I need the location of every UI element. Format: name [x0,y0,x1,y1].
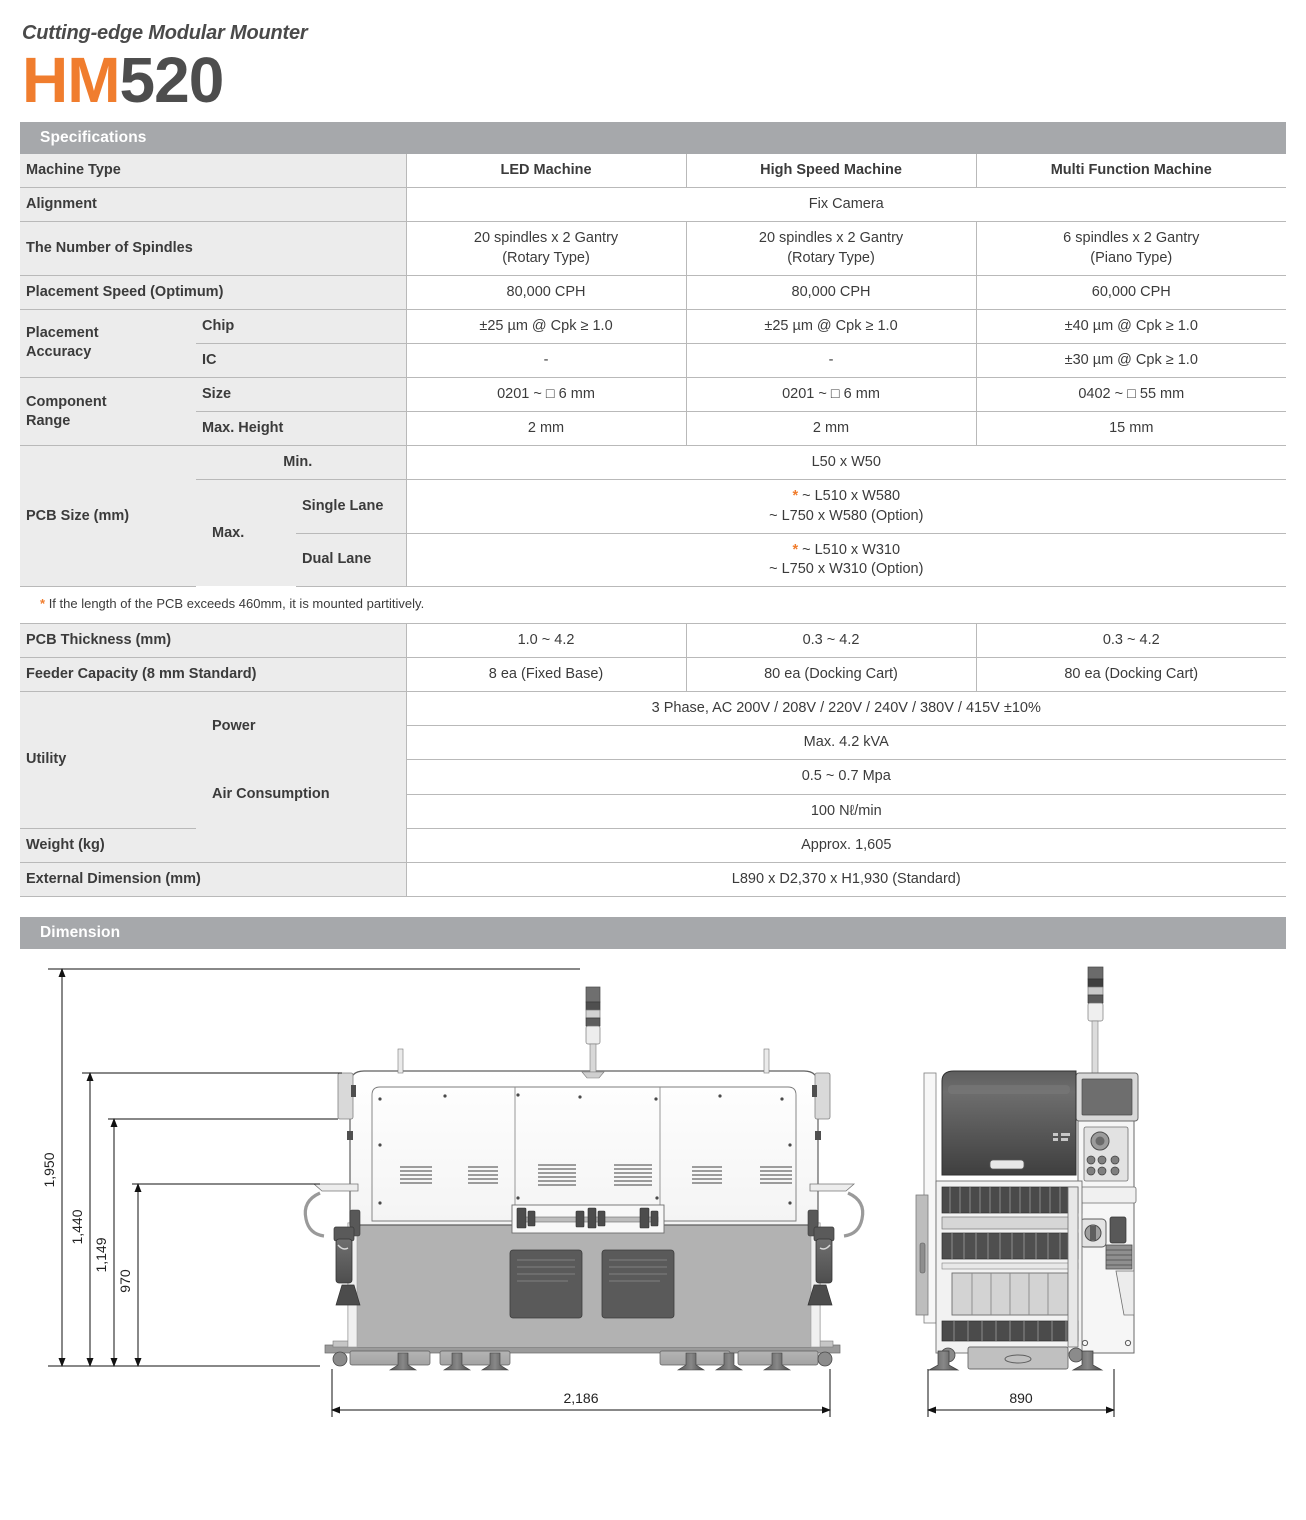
value-size-led: 0201 ~ □ 6 mm [406,378,686,412]
value-max-height-multi-function: 15 mm [976,412,1286,446]
value-accuracy-ic-high-speed: - [686,343,976,377]
sub-label-single-lane: Single Lane [296,480,406,533]
sub-label-dual-lane: Dual Lane [296,533,406,586]
table-row-component-max-height [20,412,1286,446]
value-thickness-multi-function: 0.3 ~ 4.2 [976,623,1286,657]
sub-label-chip: Chip [196,309,406,343]
table-row-component-size [20,378,1286,412]
value-pcb-dual-lane [406,533,1286,586]
row-label-feeder-capacity: Feeder Capacity (8 mm Standard) [20,658,406,692]
value-max-height-high-speed: 2 mm [686,412,976,446]
value-single-lane-line1: ~ L510 x W580 [802,488,901,505]
sub-label-size: Size [196,378,406,412]
model-number: 520 [119,44,224,116]
table-row-accuracy-ic [20,343,1286,377]
value-accuracy-ic-led: - [406,343,686,377]
table-row-alignment [20,188,1286,222]
section-gap [20,897,1286,917]
value-dual-lane-line2: ~ L750 x W310 (Option) [769,560,924,577]
value-size-multi-function: 0402 ~ □ 55 mm [976,378,1286,412]
signal-tower-icon-side [1088,967,1103,1073]
table-row-air-1 [20,760,1286,794]
table-row-weight [20,828,1286,862]
row-label-utility: Utility [20,692,196,829]
row-label-placement-speed: Placement Speed (Optimum) [20,275,406,309]
tagline: Cutting-edge Modular Mounter [22,22,308,44]
value-single-lane-line2: ~ L750 x W580 (Option) [769,507,924,524]
table-row-external-dimension [20,862,1286,896]
value-pcb-single-lane [406,480,1286,533]
dimension-drawing-area [20,955,1286,1455]
row-label-external-dimension: External Dimension (mm) [20,862,406,896]
sub-label-pcb-max: Max. [196,480,296,587]
value-air-flow: 100 Nℓ/min [406,794,1286,828]
table-row-power-1 [20,692,1286,726]
specifications-table [20,154,1286,587]
dimension-drawing-svg [20,955,1286,1450]
value-air-pressure: 0.5 ~ 0.7 Mpa [406,760,1286,794]
sub-label-air-consumption: Air Consumption [196,760,406,828]
sub-label-max-height: Max. Height [196,412,406,446]
value-power-kva: Max. 4.2 kVA [406,726,1286,760]
value-size-high-speed: 0201 ~ □ 6 mm [686,378,976,412]
value-accuracy-ic-multi-function: ±30 µm @ Cpk ≥ 1.0 [976,343,1286,377]
row-label-weight: Weight (kg) [20,828,406,862]
row-label-alignment: Alignment [20,188,406,222]
specifications-table-lower [20,623,1286,897]
value-accuracy-chip-led: ±25 µm @ Cpk ≥ 1.0 [406,309,686,343]
value-feeder-high-speed: 80 ea (Docking Cart) [686,658,976,692]
dimension-label-height-1149: 1,149 [93,1237,109,1273]
row-label-pcb-size: PCB Size (mm) [20,446,196,587]
table-row-accuracy-chip [20,309,1286,343]
row-label-component-range: Component Range [20,378,196,446]
table-row-feeder-capacity [20,658,1286,692]
asterisk-marker-single: * [792,488,799,505]
table-row-pcb-single-lane [20,480,1286,533]
value-spindles-led: 20 spindles x 2 Gantry (Rotary Type) [406,222,686,275]
column-header-led: LED Machine [406,154,686,188]
value-spindles-high-speed: 20 spindles x 2 Gantry (Rotary Type) [686,222,976,275]
table-row-placement-speed [20,275,1286,309]
footnote [20,587,1286,623]
footnote-asterisk: * [40,595,46,611]
value-speed-multi-function: 60,000 CPH [976,275,1286,309]
sub-label-ic: IC [196,343,406,377]
value-alignment: Fix Camera [406,188,1286,222]
table-row-spindles [20,222,1286,275]
value-feeder-led: 8 ea (Fixed Base) [406,658,686,692]
table-row-pcb-thickness [20,623,1286,657]
value-thickness-high-speed: 0.3 ~ 4.2 [686,623,976,657]
page-title [22,44,1306,116]
value-dual-lane-line1: ~ L510 x W310 [802,541,901,558]
signal-tower-icon [582,987,604,1078]
asterisk-marker-dual: * [792,541,799,558]
dimension-label-height-1950: 1,950 [41,1152,57,1188]
value-accuracy-chip-high-speed: ±25 µm @ Cpk ≥ 1.0 [686,309,976,343]
front-view [305,987,862,1370]
column-header-high-speed: High Speed Machine [686,154,976,188]
sub-label-power: Power [196,692,406,760]
model-prefix: HM [22,44,120,116]
row-label-spindles: The Number of Spindles [20,222,406,275]
value-external-dimension: L890 x D2,370 x H1,930 (Standard) [406,862,1286,896]
value-spindles-multi-function: 6 spindles x 2 Gantry (Piano Type) [976,222,1286,275]
value-speed-high-speed: 80,000 CPH [686,275,976,309]
dimension-label-height-970: 970 [117,1269,133,1293]
section-header-specifications: Specifications [20,122,1286,154]
value-power-voltage: 3 Phase, AC 200V / 208V / 220V / 240V / 380V / 415V ±10% [406,692,1286,726]
row-label-machine-type: Machine Type [20,154,406,188]
value-feeder-multi-function: 80 ea (Docking Cart) [976,658,1286,692]
row-label-placement-accuracy: Placement Accuracy [20,309,196,377]
footnote-text: If the length of the PCB exceeds 460mm, it is mounted partitively. [48,595,425,611]
value-thickness-led: 1.0 ~ 4.2 [406,623,686,657]
side-view [916,967,1138,1370]
title-block [0,0,1306,122]
column-header-multi-function: Multi Function Machine [976,154,1286,188]
value-speed-led: 80,000 CPH [406,275,686,309]
dimension-label-width-2186: 2,186 [563,1389,599,1406]
dimension-label-width-890: 890 [1009,1389,1033,1406]
table-row-pcb-min [20,446,1286,480]
value-weight: Approx. 1,605 [406,828,1286,862]
table-row-machine-type [20,154,1286,188]
sub-label-pcb-min: Min. [196,446,406,480]
value-accuracy-chip-multi-function: ±40 µm @ Cpk ≥ 1.0 [976,309,1286,343]
row-label-pcb-thickness: PCB Thickness (mm) [20,623,406,657]
value-max-height-led: 2 mm [406,412,686,446]
section-header-dimension: Dimension [20,917,1286,949]
dimension-label-height-1440: 1,440 [69,1209,85,1245]
value-pcb-min: L50 x W50 [406,446,1286,480]
